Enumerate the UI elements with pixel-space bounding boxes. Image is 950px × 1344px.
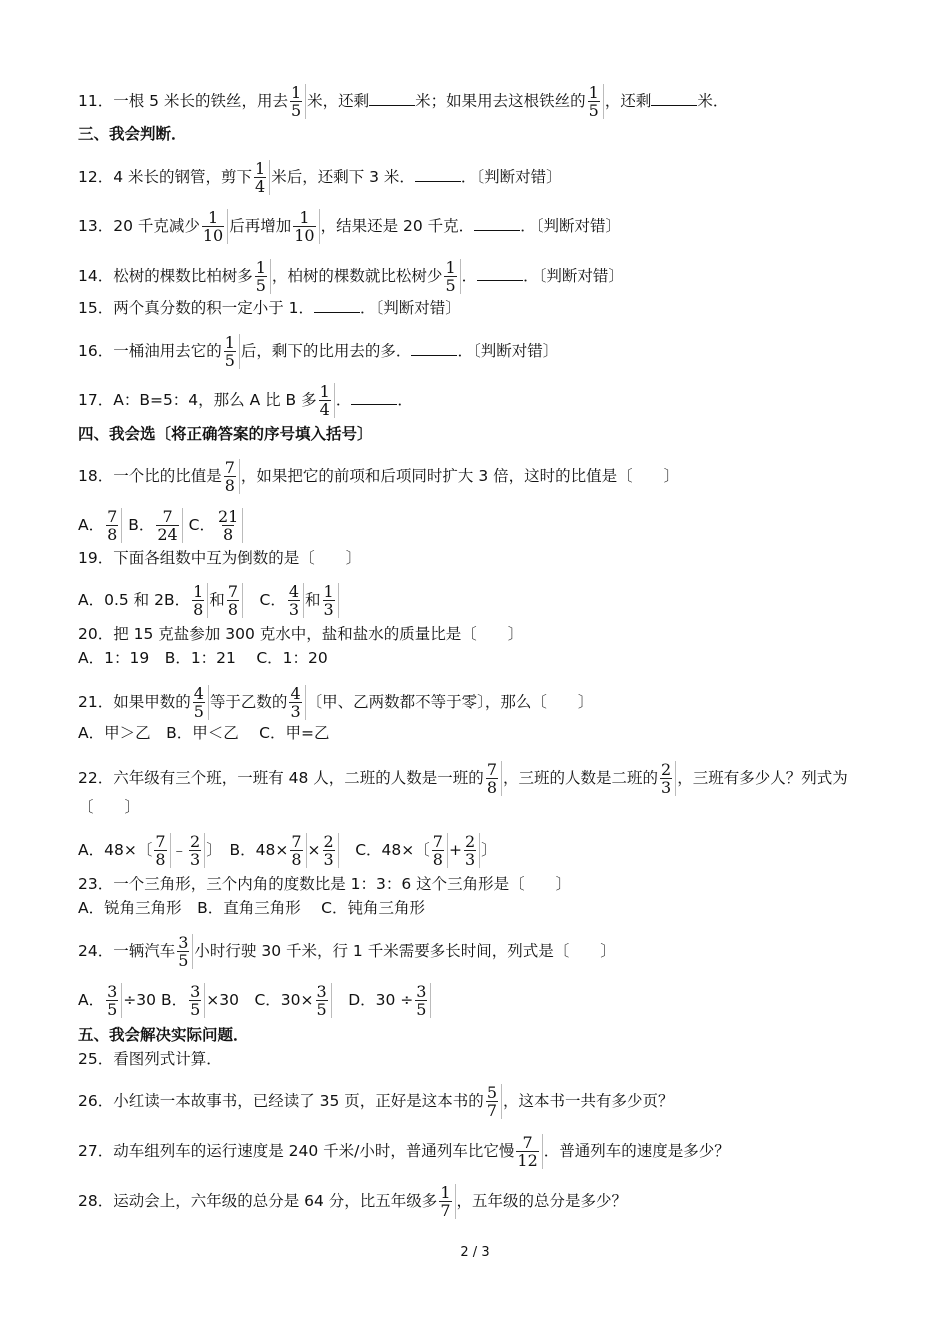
- question-18-options: A． $\frac{7}{8}$ B． $\frac{7}{24}$ C． $\frac{21}{8}$: [78, 508, 244, 543]
- question-14: 14．松树的棵数比柏树多 $\frac{1}{5}$ ，柏树的棵数就比松树少 $\frac{1}{5}$ ． ．〔判断对错〕: [78, 258, 624, 295]
- fraction: $\frac{3}{5}$: [315, 983, 332, 1018]
- fraction: $\frac{7}{8}$: [226, 583, 243, 618]
- fraction: $\frac{1}{5}$: [587, 84, 604, 119]
- fraction: $\frac{7}{8}$: [153, 833, 170, 868]
- fraction: $\frac{1}{4}$: [253, 160, 270, 195]
- question-18: 18．一个比的比值是 $\frac{7}{8}$ ，如果把它的前项和后项同时扩大 3 倍，这时的比值是〔 〕: [78, 458, 680, 495]
- question-27: 27．动车组列车的运行速度是 240 千米/小时，普通列车比它慢 $\frac{7}{12}$ ．普通列车的速度是多少？: [78, 1133, 730, 1170]
- fraction: $\frac{7}{8}$: [105, 508, 122, 543]
- fraction: $\frac{1}{10}$: [201, 209, 228, 244]
- fraction: $\frac{7}{12}$: [515, 1134, 542, 1169]
- question-22-bracket: 〔 〕: [78, 798, 141, 816]
- answer-blank[interactable]: [351, 390, 397, 405]
- question-26: 26．小红读一本故事书，已经读了 35 页，正好是这本书的 $\frac{5}{7}$ ，这本书一共有多少页？: [78, 1083, 674, 1120]
- fraction: $\frac{1}{5}$: [223, 334, 240, 369]
- fraction: $\frac{3}{5}$: [414, 983, 431, 1018]
- answer-blank[interactable]: [477, 266, 523, 281]
- fraction: $\frac{7}{8}$: [223, 459, 240, 494]
- question-23-options: A．锐角三角形 B．直角三角形 C．钝角三角形: [78, 899, 425, 917]
- question-21-options: A．甲＞乙 B．甲＜乙 C．甲=乙: [78, 724, 330, 742]
- fraction: $\frac{3}{5}$: [188, 983, 205, 1018]
- answer-blank[interactable]: [415, 167, 461, 182]
- fraction: $\frac{1}{5}$: [443, 259, 460, 294]
- fraction: $\frac{21}{8}$: [216, 508, 243, 543]
- question-21: 21．如果甲数的 $\frac{4}{5}$ 等于乙数的 $\frac{4}{3}$ 〔甲、乙两数都不等于零〕，那么〔 〕: [78, 684, 594, 721]
- fraction: $\frac{2}{3}$: [659, 761, 676, 796]
- question-22: 22．六年级有三个班，一班有 48 人，二班的人数是一班的 $\frac{7}{8}$ ，三班的人数是二班的 $\frac{2}{3}$ ，三班有多少人？列式为: [78, 760, 848, 797]
- question-19: 19．下面各组数中互为倒数的是〔 〕: [78, 549, 362, 567]
- fraction: $\frac{2}{3}$: [463, 833, 480, 868]
- question-20-options: A．1：19 B．1：21 C．1：20: [78, 649, 328, 667]
- question-23: 23．一个三角形，三个内角的度数比是 1：3：6 这个三角形是〔 〕: [78, 875, 572, 893]
- section-heading-5: 五、我会解决实际问题．: [78, 1026, 249, 1044]
- fraction: $\frac{1}{10}$: [292, 209, 319, 244]
- question-15: 15．两个真分数的积一定小于 1． ．〔判断对错〕: [78, 299, 461, 317]
- fraction: $\frac{1}{3}$: [322, 583, 339, 618]
- fraction: $\frac{4}{3}$: [288, 685, 305, 720]
- question-28: 28．运动会上，六年级的总分是 64 分，比五年级多 $\frac{1}{7}$ ，五年级的总分是多少？: [78, 1183, 628, 1220]
- fraction: $\frac{1}{7}$: [438, 1184, 455, 1219]
- fraction: $\frac{4}{5}$: [192, 685, 209, 720]
- page-number: 2 / 3: [460, 1245, 490, 1260]
- fraction: $\frac{3}{5}$: [105, 983, 122, 1018]
- fraction: $\frac{7}{8}$: [431, 833, 448, 868]
- question-24-options: A． $\frac{3}{5}$ ÷30 B． $\frac{3}{5}$ ×30 C．30× $\frac{3}{5}$ D．30 ÷ $\frac{3}{5}$: [78, 983, 432, 1018]
- question-16: 16．一桶油用去它的 $\frac{1}{5}$ 后，剩下的比用去的多． ．〔判断对错〕: [78, 333, 559, 370]
- answer-blank[interactable]: [411, 341, 457, 356]
- question-11: 11．一根 5 米长的铁丝，用去 $\frac{1}{5}$ 米，还剩 米；如果用去这根铁丝的 $\frac{1}{5}$ ，还剩 米．: [78, 83, 729, 120]
- fraction: $\frac{1}{8}$: [191, 583, 208, 618]
- fraction: $\frac{7}{8}$: [289, 833, 306, 868]
- question-17: 17．A：B=5：4，那么 A 比 B 多 $\frac{1}{4}$ ． ．: [78, 382, 413, 419]
- question-19-options: A．0.5 和 2B． $\frac{1}{8}$ 和 $\frac{7}{8}$ C． $\frac{4}{3}$ 和 $\frac{1}{3}$: [78, 583, 340, 618]
- answer-blank[interactable]: [474, 216, 520, 231]
- fraction: $\frac{2}{3}$: [322, 833, 339, 868]
- answer-blank[interactable]: [651, 91, 697, 106]
- question-22-options: A．48×〔 $\frac{7}{8}$ ﹣ $\frac{2}{3}$ 〕 B．48× $\frac{7}{8}$ × $\frac{2}{3}$ C．48×〔 $\frac{7}{8}$ + $\frac{2}{3}$ 〕: [78, 832, 497, 869]
- fraction: $\frac{4}{3}$: [287, 583, 304, 618]
- section-heading-3: 三、我会判断．: [78, 125, 187, 143]
- answer-blank[interactable]: [314, 298, 360, 313]
- question-20: 20．把 15 克盐参加 300 克水中，盐和盐水的质量比是〔 〕: [78, 625, 524, 643]
- fraction: $\frac{7}{24}$: [155, 508, 182, 543]
- question-12: 12．4 米长的钢管，剪下 $\frac{1}{4}$ 米后，还剩下 3 米． ．〔判断对错〕: [78, 159, 562, 196]
- fraction: $\frac{3}{5}$: [176, 934, 193, 969]
- answer-blank[interactable]: [369, 91, 415, 106]
- fraction: $\frac{1}{5}$: [289, 84, 306, 119]
- question-25: 25．看图列式计算．: [78, 1050, 222, 1068]
- fraction: $\frac{7}{8}$: [485, 761, 502, 796]
- question-13: 13．20 千克减少 $\frac{1}{10}$ 后再增加 $\frac{1}{10}$ ，结果还是 20 千克． ．〔判断对错〕: [78, 208, 621, 245]
- fraction: $\frac{2}{3}$: [188, 833, 205, 868]
- fraction: $\frac{5}{7}$: [485, 1084, 502, 1119]
- section-heading-4: 四、我会选〔将正确答案的序号填入括号〕: [78, 425, 373, 443]
- fraction: $\frac{1}{5}$: [254, 259, 271, 294]
- fraction: $\frac{1}{4}$: [318, 383, 335, 418]
- question-24: 24．一辆汽车 $\frac{3}{5}$ 小时行驶 30 千米，行 1 千米需要多长时间，列式是〔 〕: [78, 933, 616, 970]
